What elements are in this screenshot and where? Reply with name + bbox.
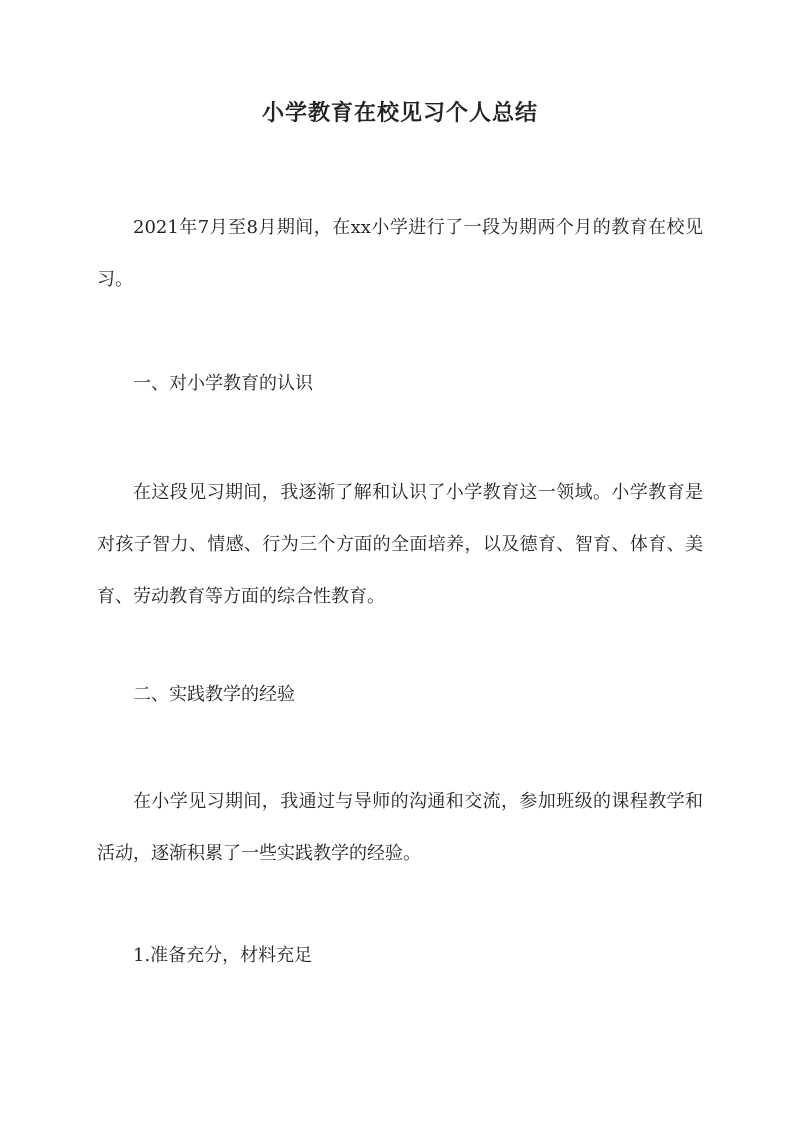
subsection-heading-1: 1.准备充分，材料充足	[133, 945, 313, 966]
document-title: 小学教育在校见习个人总结	[261, 100, 538, 126]
intro-paragraph: 2021年7月至8月期间，在xx小学进行了一段为期两个月的教育在校见习。	[97, 217, 703, 290]
section-heading-1: 一、对小学教育的认识	[133, 373, 313, 394]
section-1-paragraph: 在这段见习期间，我逐渐了解和认识了小学教育这一领域。小学教育是对孩子智力、情感、行为三个方面的全面培养，以及德育、智育、体育、美育、劳动教育等方面的综合性教育。	[97, 482, 703, 607]
section-2-paragraph: 在小学见习期间，我通过与导师的沟通和交流，参加班级的课程教学和活动，逐渐积累了一些实践教学的经验。	[97, 791, 703, 864]
section-heading-2: 二、实践教学的经验	[133, 684, 295, 705]
